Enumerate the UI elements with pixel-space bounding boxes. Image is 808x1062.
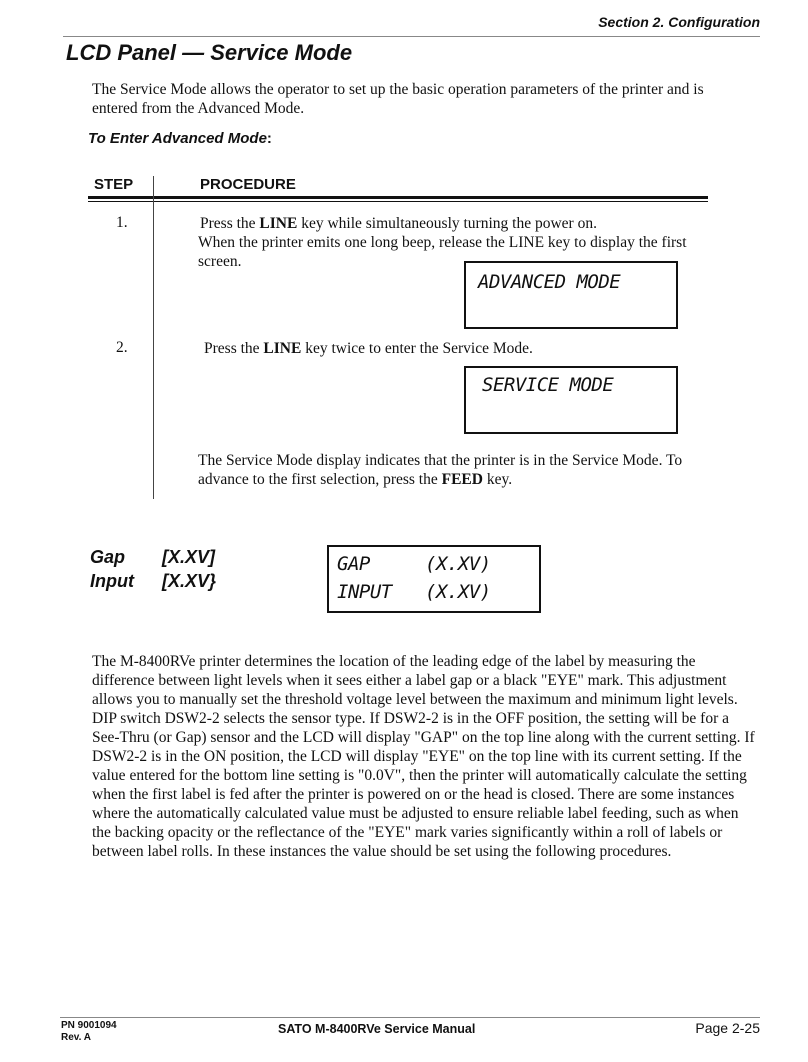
page-title: LCD Panel — Service Mode xyxy=(66,40,353,65)
footer-rev: Rev. A xyxy=(61,1032,92,1043)
section-header: Section 2. Configuration xyxy=(598,14,760,30)
subheading-colon: : xyxy=(266,130,272,147)
gap-value: [X.XV] xyxy=(162,547,216,567)
lcd-line-1: ADVANCED MODE xyxy=(478,271,621,293)
note-text-before: The Service Mode display indicates that the printer is in the Service Mode. To advance to the first selection, press the xyxy=(198,452,683,488)
input-label: Input xyxy=(90,571,134,591)
subheading xyxy=(88,130,272,147)
footer-rule xyxy=(60,1017,760,1018)
footer-title: SATO M-8400RVe Service Manual xyxy=(278,1022,476,1036)
key-name: FEED xyxy=(441,471,483,488)
key-name: LINE xyxy=(259,215,298,232)
table-header-rule-thin xyxy=(88,201,708,202)
step-note xyxy=(198,451,708,489)
intro-paragraph: The Service Mode allows the operator to set up the basic operation parameters of the printer and is entered from the Advanced Mode. xyxy=(92,81,704,117)
lcd-input-name: INPUT xyxy=(337,581,392,603)
step-text xyxy=(200,214,720,233)
step-text-continued: When the printer emits one long beep, release the LINE key to display the first screen. xyxy=(198,234,687,270)
input-value: [X.XV} xyxy=(162,571,217,591)
lcd-input-value: (X.XV) xyxy=(425,581,491,603)
lcd-display xyxy=(464,366,678,434)
step-text-before: Press the xyxy=(200,215,260,232)
note-text-after: key. xyxy=(482,471,513,488)
step-text-after: key twice to enter the Service Mode. xyxy=(301,340,533,357)
key-name: LINE xyxy=(263,340,302,357)
header-rule xyxy=(63,36,760,37)
footer-pn: PN 9001094 xyxy=(61,1020,117,1031)
lcd-gap-name: GAP xyxy=(337,553,370,575)
subheading-text: To Enter Advanced Mode xyxy=(88,130,267,147)
table-column-divider xyxy=(153,176,154,499)
footer-part-number xyxy=(61,1020,117,1044)
body-paragraph: The M-8400RVe printer determines the location of the leading edge of the label by measuring the difference between light levels when it sees either a label gap or a black "EYE" mark. This adjustment allows you to manually set the threshold voltage level between the maximum and minimum light levels. DIP switch DSW2-2 selects the sensor type. If DSW2-2 is in the OFF position, the setting will be for a See-Thru (or Gap) sensor and the LCD will display "GAP" on the top line along with the current setting. If DSW2-2 is in the ON position, the LCD will display "EYE" on the top line with its current setting. If the value entered for the bottom line setting is "0.0V", then the printer will automatically calculate the setting when the first label is fed after the printer is powered on or the head is closed. There are some instances where the automatically calculated value must be adjusted to ensure reliable label feeding, such as when the backing opacity or the reflectance of the "EYE" mark varies significantly within a roll of labels or between label rolls. In these instances the value should be set using the following procedures. xyxy=(92,653,755,860)
lcd-display-gap xyxy=(327,545,541,613)
lcd-display xyxy=(464,261,678,329)
lcd-gap-value: (X.XV) xyxy=(425,553,491,575)
step-text-before: Press the xyxy=(204,340,264,357)
step-text xyxy=(204,339,724,358)
lcd-line-1: SERVICE MODE xyxy=(482,374,614,396)
table-header-step: STEP xyxy=(94,176,134,193)
step-number: 2. xyxy=(116,339,128,356)
step-text-after: key while simultaneously turning the power on. xyxy=(297,215,597,232)
step-number: 1. xyxy=(116,214,128,231)
footer-page-number: Page 2-25 xyxy=(695,1020,760,1036)
table-header-procedure: PROCEDURE xyxy=(200,176,296,193)
gap-label: Gap xyxy=(90,547,126,567)
table-header-rule xyxy=(88,196,708,199)
